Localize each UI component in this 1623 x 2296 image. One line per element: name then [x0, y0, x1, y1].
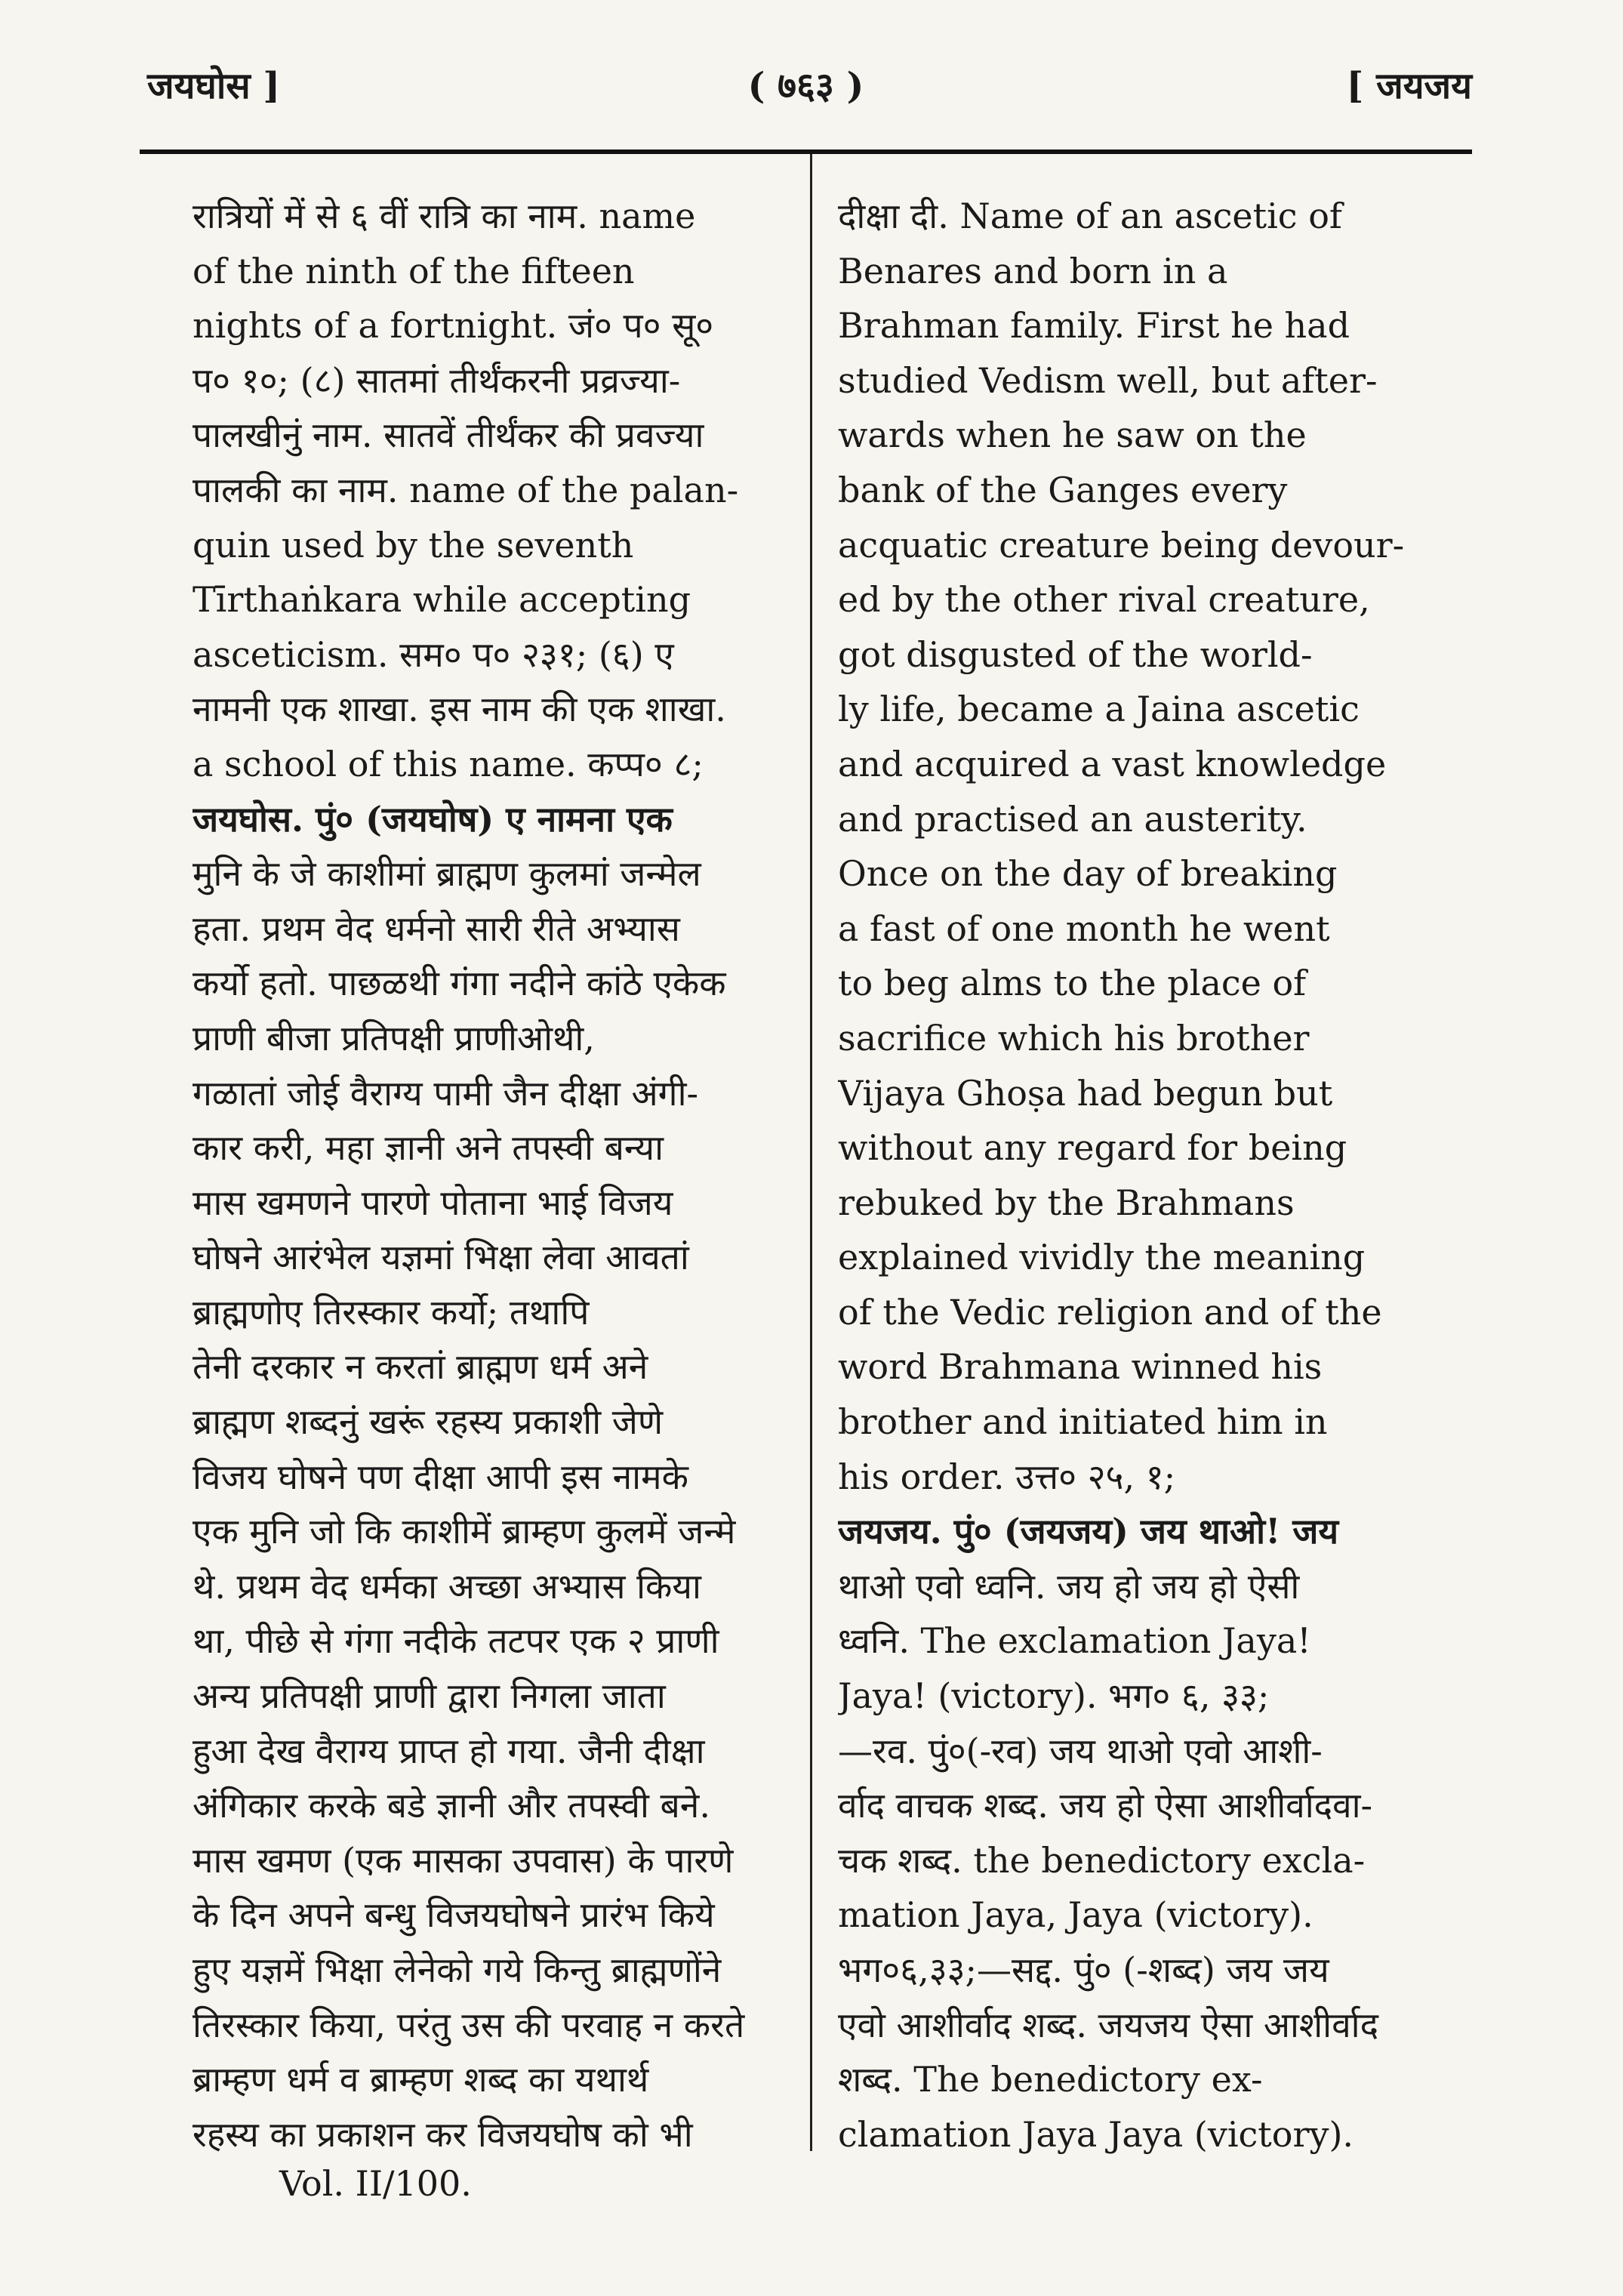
text-line: के दिन अपने बन्धु विजयघोषने प्रारंभ किये	[192, 1894, 715, 1936]
text-line: ब्राम्हण धर्म व ब्राम्हण शब्द का यथार्थ	[192, 2059, 649, 2100]
text-line: तिरस्कार किया, परंतु उस की परवाह न करते	[192, 2004, 745, 2045]
text-line: got disgusted of the world-	[838, 633, 1313, 675]
text-line: कर्यो हतो. पाछळथी गंगा नदीने कांठे एकेक	[192, 963, 726, 1004]
text-line: wards when he saw on the	[838, 415, 1307, 456]
text-line: था, पीछे से गंगा नदीके तटपर एक २ प्राणी	[192, 1620, 719, 1662]
text-line: रहस्य का प्रकाशन कर विजयघोष को भी	[192, 2113, 693, 2155]
text-line: अन्य प्रतिपक्षी प्राणी द्वारा निगला जाता	[192, 1675, 666, 1717]
entry-headword-line: जयजय. पुं० (जयजय) जय थाओ! जय	[838, 1511, 1339, 1552]
text-line: ly life, became a Jaina ascetic	[838, 689, 1360, 730]
text-line: Once on the day of breaking	[838, 853, 1338, 895]
text-line: हता. प्रथम वेद धर्मनो सारी रीते अभ्यास	[192, 908, 680, 949]
text-line: Vijaya Ghoṣa had begun but	[838, 1072, 1333, 1114]
text-line: थे. प्रथम वेद धर्मका अच्छा अभ्यास किया	[192, 1565, 701, 1607]
text-line: clamation Jaya Jaya (victory).	[838, 2113, 1354, 2155]
text-line: explained vividly the meaning	[838, 1237, 1366, 1278]
header-rule	[140, 149, 1472, 154]
page-header	[140, 53, 1472, 121]
text-line: his order. उत्त० २५, १;	[838, 1456, 1176, 1497]
text-line: sacrifice which his brother	[838, 1017, 1310, 1059]
text-line: nights of a fortnight. जं० प० सू०	[192, 305, 714, 347]
text-line: अंगिकार करके बडे ज्ञानी और तपस्वी बने.	[192, 1785, 710, 1826]
text-line: Tīrthaṅkara while accepting	[192, 579, 691, 621]
text-line: mation Jaya, Jaya (victory).	[838, 1894, 1313, 1936]
text-line: दीक्षा दी. Name of an ascetic of	[838, 196, 1342, 236]
text-line: कार करी, महा ज्ञानी अने तपस्वी बन्या	[192, 1127, 664, 1169]
text-line: quin used by the seventh	[192, 524, 634, 566]
text-line: ब्राह्मणोए तिरस्कार कर्यो; तथापि	[192, 1291, 590, 1333]
text-line: Jaya! (victory). भग० ६, ३३;	[838, 1675, 1270, 1717]
text-line: चक शब्द. the benedictory excla-	[838, 1839, 1366, 1881]
text-line: to beg alms to the place of	[838, 963, 1307, 1004]
text-line: and practised an austerity.	[838, 798, 1307, 840]
text-line: मास खमणने पारणे पोताना भाई विजय	[192, 1182, 673, 1223]
text-line: and acquired a vast knowledge	[838, 743, 1387, 784]
text-line: रात्रियों में से ६ वीं रात्रि का नाम. name	[192, 196, 696, 236]
text-line: गळातां जोई वैराग्य पामी जैन दीक्षा अंगी-	[192, 1072, 699, 1114]
text-line: हुए यज्ञमें भिक्षा लेनेको गये किन्तु ब्राह्मणोंने	[192, 1949, 722, 1990]
text-line: र्वाद वाचक शब्द. जय हो ऐसा आशीर्वादवा-	[838, 1785, 1373, 1826]
text-line: a fast of one month he went	[838, 908, 1330, 949]
text-line: Brahman family. First he had	[838, 305, 1350, 347]
text-line: पालखीनुं नाम. सातवें तीर्थंकर की प्रवज्या	[192, 415, 704, 456]
text-line: प्राणी बीजा प्रतिपक्षी प्राणीओथी,	[192, 1017, 595, 1059]
entry-headword-line: जयघोस. पुं० (जयघोष) ए नामना एक	[192, 798, 673, 840]
volume-footer: Vol. II/100.	[279, 2163, 472, 2204]
text-line: ब्राह्मण शब्दनुं खरूं रहस्य प्रकाशी जेणे	[192, 1401, 664, 1443]
text-line: acquatic creature being devour-	[838, 524, 1405, 566]
page-number: ( ७६३ )	[747, 65, 864, 107]
text-line: एक मुनि जो कि काशीमें ब्राम्हण कुलमें जन्मे	[192, 1511, 736, 1552]
text-line: brother and initiated him in	[838, 1401, 1328, 1443]
text-line: थाओ एवो ध्वनि. जय हो जय हो ऐसी	[838, 1565, 1300, 1607]
column-divider	[810, 154, 812, 2151]
text-line: of the Vedic religion and of the	[838, 1291, 1382, 1333]
text-line: घोषने आरंभेल यज्ञमां भिक्षा लेवा आवतां	[192, 1237, 689, 1278]
running-head-left: जयघोस ]	[147, 65, 281, 107]
text-line: ed by the other rival creature,	[838, 579, 1370, 621]
right-column	[838, 189, 1480, 2162]
text-line: प० १०; (८) सातमां तीर्थंकरनी प्रव्रज्या-	[192, 359, 681, 401]
text-line: भग०६,३३;—सद्द. पुं० (-शब्द) जय जय	[838, 1949, 1329, 1990]
text-line: rebuked by the Brahmans	[838, 1182, 1295, 1223]
text-line: मास खमण (एक मासका उपवास) के पारणे	[192, 1839, 734, 1881]
text-line: without any regard for being	[838, 1127, 1347, 1169]
text-line: नामनी एक शाखा. इस नाम की एक शाखा.	[192, 689, 726, 730]
text-line: मुनि के जे काशीमां ब्राह्मण कुलमां जन्मेल	[192, 853, 701, 895]
text-line: bank of the Ganges every	[838, 469, 1288, 510]
text-line: विजय घोषने पण दीक्षा आपी इस नामके	[192, 1456, 688, 1497]
text-line: हुआ देख वैराग्य प्राप्त हो गया. जैनी दीक्षा	[192, 1730, 705, 1771]
left-column	[192, 189, 781, 2162]
text-line: Benares and born in a	[838, 250, 1228, 291]
running-head-right: [ जयजय	[1346, 65, 1472, 107]
text-line: a school of this name. कप्प० ८;	[192, 743, 704, 784]
text-line: तेनी दरकार न करतां ब्राह्मण धर्म अने	[192, 1346, 648, 1388]
text-line: asceticism. सम० प० २३१; (६) ए	[192, 633, 674, 675]
text-line: ध्वनि. The exclamation Jaya!	[838, 1620, 1311, 1662]
text-line: studied Vedism well, but after-	[838, 359, 1378, 401]
text-line: of the ninth of the fifteen	[192, 250, 635, 291]
text-line: पालकी का नाम. name of the palan-	[192, 469, 739, 510]
text-line: शब्द. The benedictory ex-	[838, 2059, 1263, 2100]
text-line: —रव. पुं०(-रव) जय थाओ एवो आशी-	[838, 1730, 1323, 1771]
text-line: एवो आशीर्वाद शब्द. जयजय ऐसा आशीर्वाद	[838, 2004, 1379, 2045]
text-line: word Brahmana winned his	[838, 1346, 1323, 1388]
